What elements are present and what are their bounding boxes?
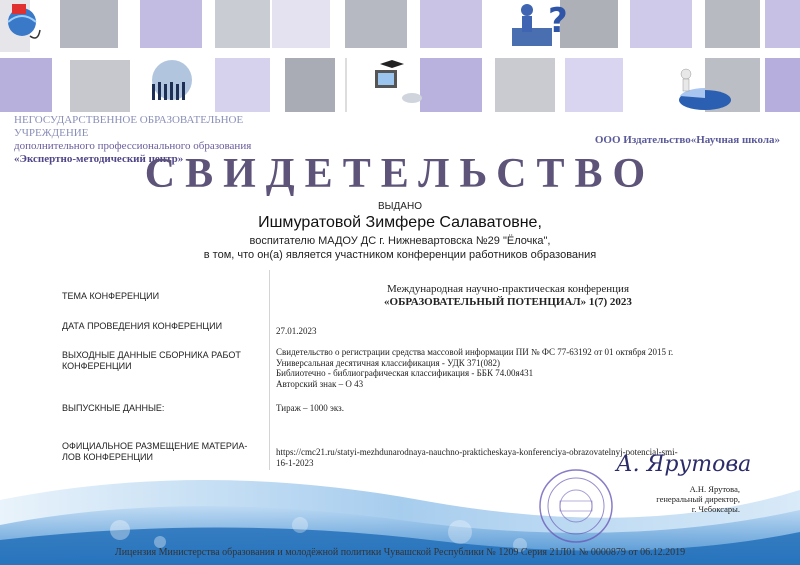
output-label (62, 350, 262, 372)
placement-label (62, 441, 262, 463)
recipient-name: Ишмуратовой Зимфере Салаватовне, (258, 214, 542, 231)
conference-line-2: «ОБРАЗОВАТЕЛЬНЫЙ ПОТЕНЦИАЛ» 1(7) 2023 (384, 296, 632, 308)
svg-text:?: ? (548, 1, 568, 41)
signatory-block (600, 484, 740, 514)
placement-label-line-2: ЛОВ КОНФЕРЕНЦИИ (62, 452, 153, 462)
signatory-name: А.Н. Ярутова, (689, 484, 740, 494)
issuer-line-3: «Экспертно-методический центр» (14, 153, 184, 165)
signatory-city: г. Чебоксары. (691, 504, 740, 514)
topic-label: ТЕМА КОНФЕРЕНЦИИ (62, 291, 160, 301)
issuer-line-1: НЕГОСУДАРСТВЕННОЕ ОБРАЗОВАТЕЛЬНОЕ УЧРЕЖДЕНИЕ (14, 114, 244, 139)
output-label-line-1: ВЫХОДНЫЕ ДАННЫЕ СБОРНИКА РАБОТ (62, 350, 241, 360)
issued-label: ВЫДАНО (378, 201, 422, 212)
column-divider (269, 270, 270, 470)
issuer-line-2: дополнительного профессионального образования (14, 140, 252, 152)
globe-people-icon (152, 60, 192, 100)
output-value (276, 347, 746, 389)
computer-graduation-icon (375, 60, 422, 103)
recipient-position: воспитателю МАДОУ ДС г. Нижневартовска №29 "Ёлочка", (249, 235, 551, 247)
placement-url-line-2: 16-1-2023 (276, 457, 314, 468)
license-text: Лицензия Министерства образования и молодёжной политики Чувашской Республики № 1209 Серия 21Л01 № 0000879 от 06.12.2019 (114, 547, 686, 558)
certificate-title: СВИДЕТЕЛЬСТВО (144, 151, 656, 197)
header-tile-mosaic (0, 0, 800, 116)
conference-line-1: Международная научно-практическая конференция (386, 283, 630, 295)
publisher-name: ООО Издательство«Научная школа» (594, 134, 780, 146)
tile-mosaic-graphic (0, 0, 800, 116)
output-value-line-1: Свидетельство о регистрации средства массовой информации ПИ № ФС 77-63192 от 01 октября 2015 г. (276, 347, 674, 357)
output-label-line-2: КОНФЕРЕНЦИИ (62, 361, 132, 371)
output-value-line-4: Авторский знак – О 43 (276, 378, 364, 389)
date-label: ДАТА ПРОВЕДЕНИЯ КОНФЕРЕНЦИИ (62, 321, 223, 331)
output-value-line-2: Универсальная десятичная классификация - УДК 371(082) (276, 357, 500, 368)
placement-url-line-1: https://cmc21.ru/statyi-mezhdunarodnaya-nauchno-prakticheskaya-konferenciya-obrazovatelnyj-potencial-smi- (276, 447, 678, 457)
output-value-line-3: Библиотечно - библиографическая классификация - ББК 74.00я431 (276, 368, 534, 378)
date-value: 27.01.2023 (276, 326, 317, 336)
release-label: ВЫПУСКНЫЕ ДАННЫЕ: (62, 403, 165, 413)
signatory-role: генеральный директор, (656, 494, 740, 504)
signature-handwritten: А. Ярутова (616, 452, 752, 477)
participant-statement: в том, что он(а) является участником конференции работников образования (203, 249, 597, 261)
release-value: Тираж – 1000 экз. (276, 403, 344, 413)
placement-label-line-1: ОФИЦИАЛЬНОЕ РАЗМЕЩЕНИЕ МАТЕРИА- (62, 441, 248, 451)
conference-title (318, 283, 698, 309)
question-mark-icon (512, 1, 568, 46)
